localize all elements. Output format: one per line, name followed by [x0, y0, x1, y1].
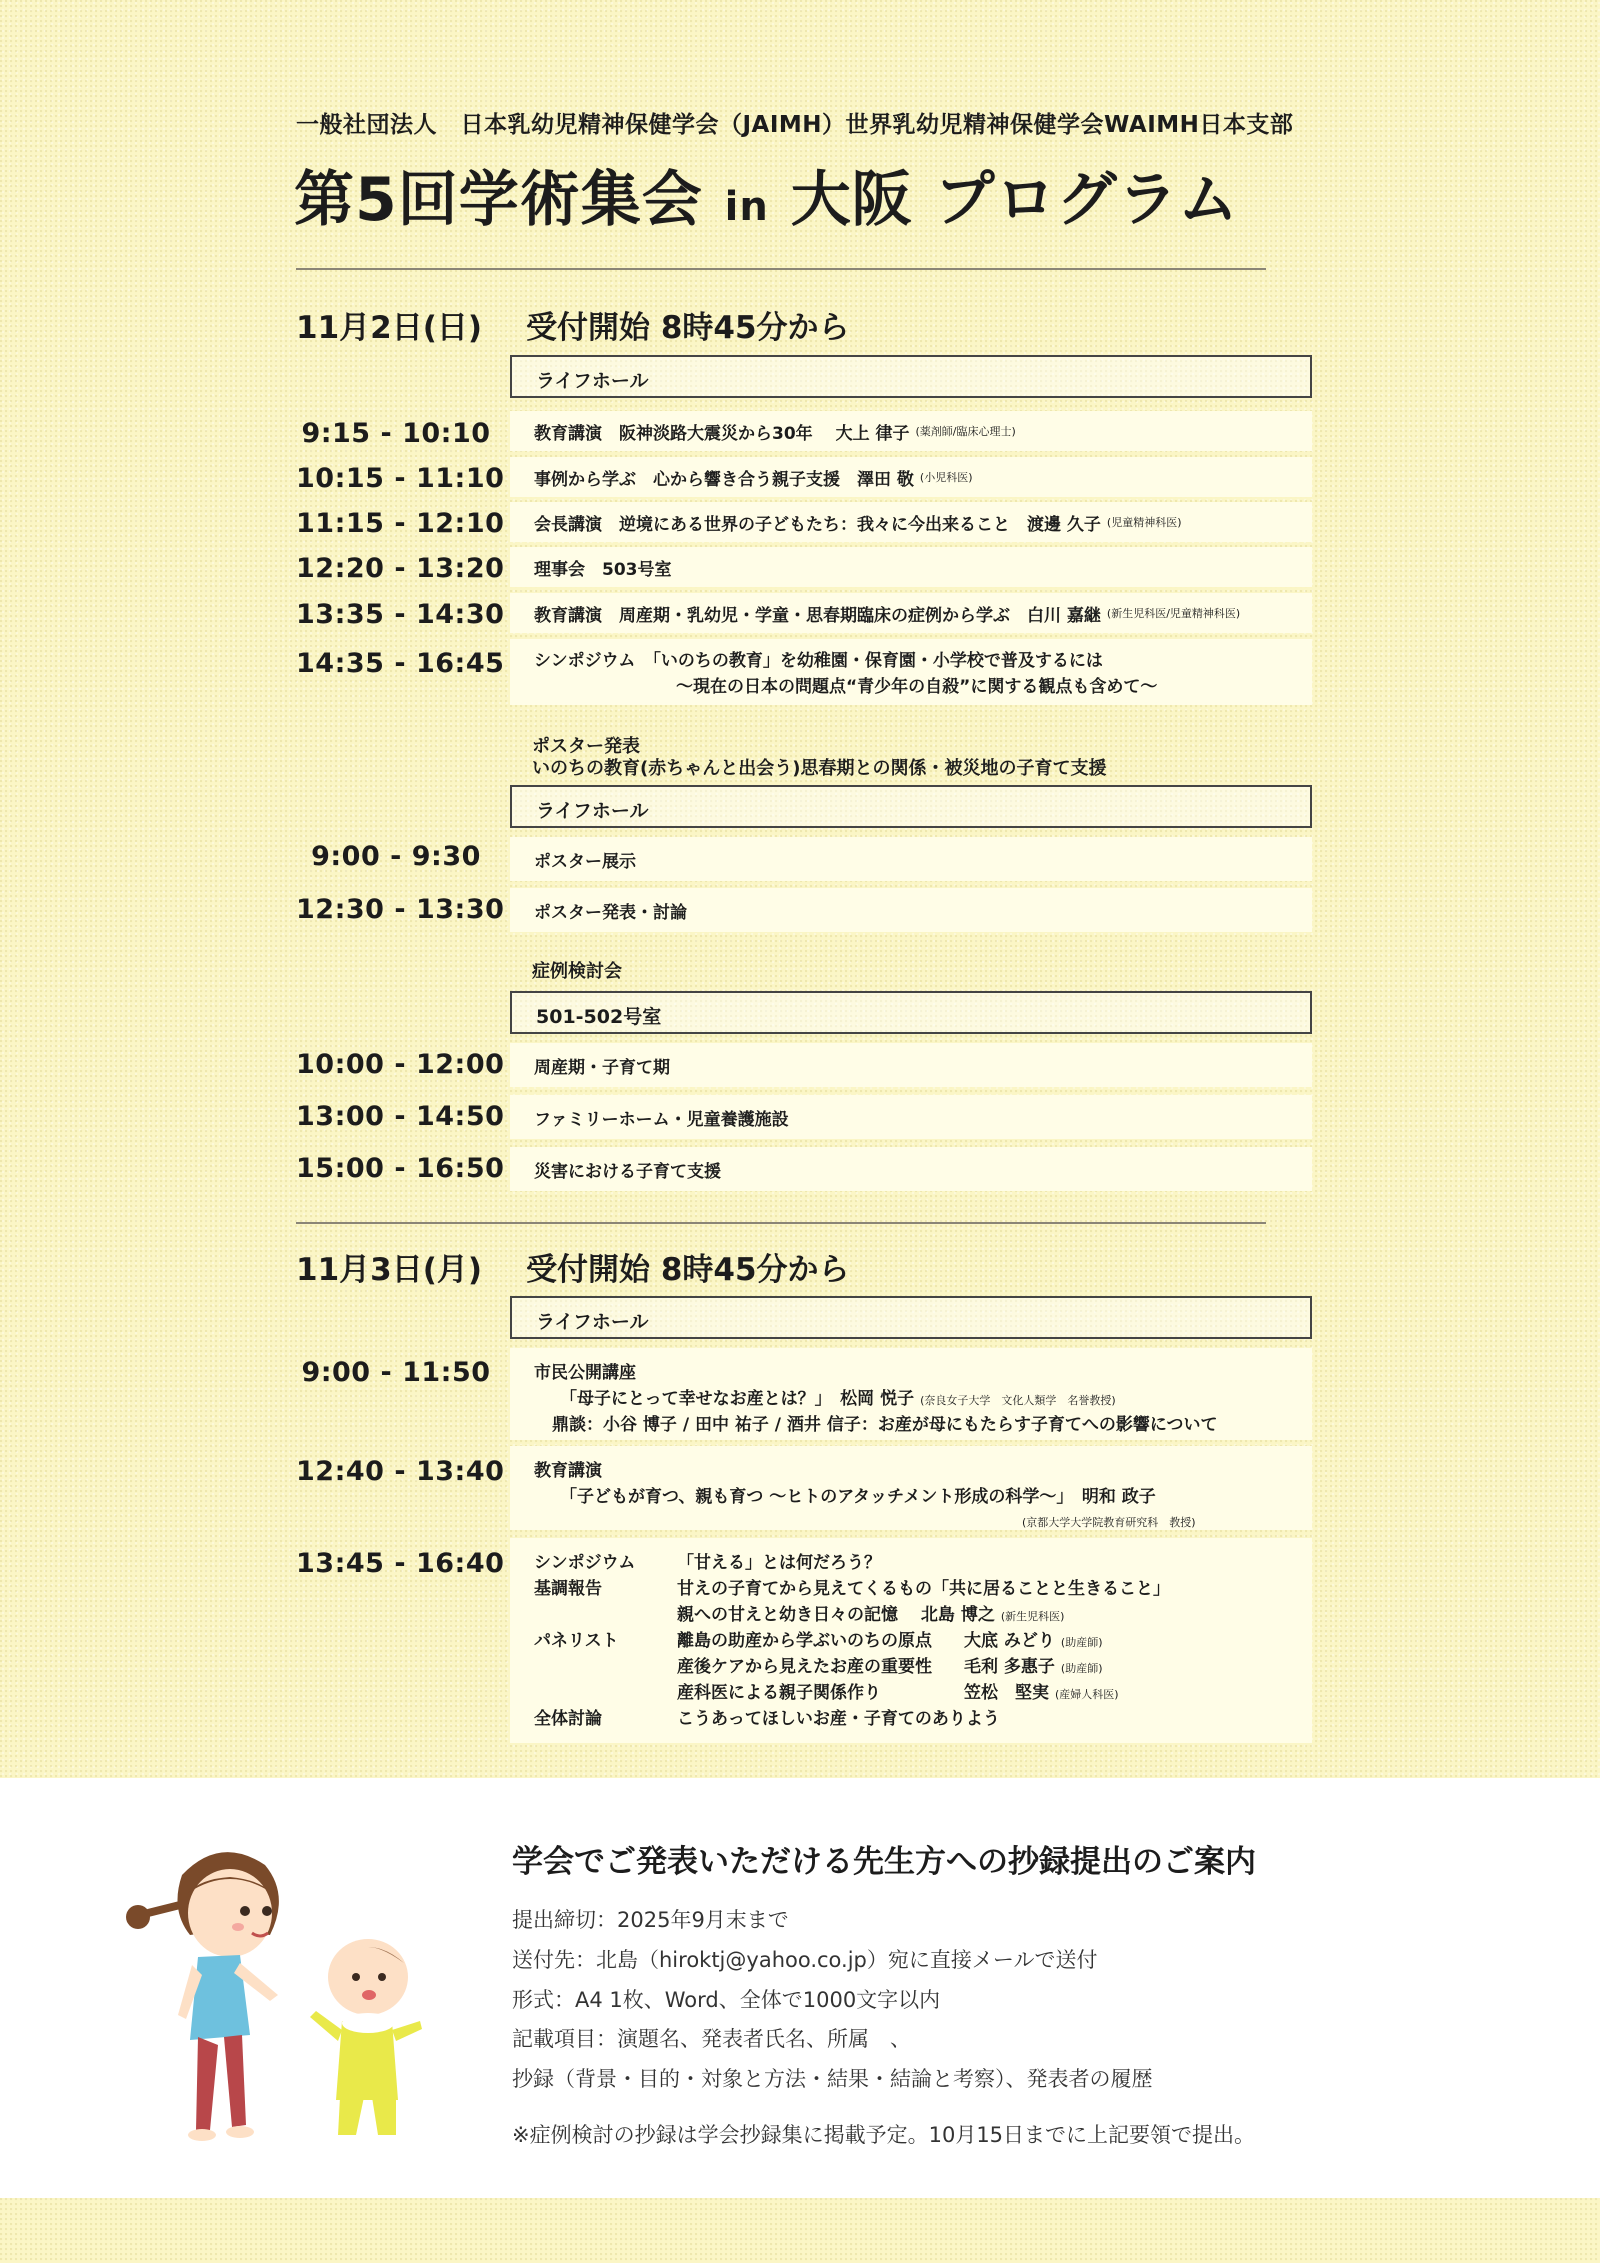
panel-title: 離島の助産から学ぶいのちの原点 — [677, 1631, 932, 1651]
discussion-text: こうあってほしいお産・子育てのありよう — [677, 1709, 1000, 1729]
session-row — [510, 1043, 1312, 1087]
session-time: 13:45 - 16:40 — [296, 1548, 505, 1579]
panel-title: 産科医による親子関係作り — [677, 1683, 881, 1703]
venue-poster: ライフホール — [510, 785, 1312, 828]
organizer-line: 一般社団法人 日本乳幼児精神保健学会（JAIMH）世界乳幼児精神保健学会WAIMH日本支部 — [296, 112, 1294, 138]
title-sub: 大阪 プログラム — [790, 165, 1240, 235]
session-text: 教育講演 周産期・乳幼児・学童・思春期臨床の症例から学ぶ 白川 嘉継 — [534, 605, 1101, 626]
symposium-title: シンポジウム 「いのちの教育」を幼稚園・保育園・小学校で普及するには — [534, 651, 1103, 671]
info-line: 形式：A4 1枚、Word、全体で1000文字以内 — [512, 1988, 941, 2012]
info-line: 抄録（背景・目的・対象と方法・結果・結論と考察）、発表者の履歴 — [512, 2067, 1153, 2091]
abstract-submission-title: 学会でご発表いただける先生方への抄録提出のご案内 — [512, 1844, 1256, 1880]
keynote-label: 基調報告 — [534, 1579, 602, 1599]
panel-title: 産後ケアから見えたお産の重要性 — [677, 1657, 932, 1677]
info-line: 記載項目：演題名、発表者氏名、所属 、 — [512, 2027, 911, 2051]
session-text: 「母子にとって幸せなお産とは？」 松岡 悦子 — [560, 1389, 915, 1409]
session-line — [534, 1628, 1312, 1654]
session-line — [534, 1576, 1312, 1602]
session-row — [510, 888, 1312, 932]
panel-speaker: 笠松 堅実 (産婦人科医) — [964, 1683, 1119, 1703]
session-row — [510, 1147, 1312, 1191]
session-time: 9:00 - 9:30 — [311, 841, 481, 872]
session-row — [510, 411, 1312, 451]
session-line — [534, 1680, 1312, 1706]
venue-life-hall-day2: ライフホール — [510, 1296, 1312, 1339]
session-note: (奈良女子大学 文化人類学 名誉教授) — [920, 1394, 1116, 1407]
symposium-label: シンポジウム — [534, 1553, 636, 1573]
session-time: 10:15 - 11:10 — [296, 463, 505, 494]
divider — [296, 1222, 1266, 1224]
session-text: 理事会 503号室 — [534, 559, 672, 580]
session-line — [534, 1654, 1312, 1680]
session-time: 13:00 - 14:50 — [296, 1101, 505, 1132]
session-row — [510, 1095, 1312, 1139]
session-block — [510, 1446, 1312, 1530]
session-time: 9:15 - 10:10 — [301, 418, 491, 449]
session-line — [534, 1550, 1312, 1576]
session-block — [510, 1348, 1312, 1440]
panel-label: パネリスト — [534, 1631, 619, 1651]
session-row — [510, 502, 1312, 542]
session-line — [534, 1386, 1312, 1412]
day2-heading — [296, 1244, 850, 1289]
session-time: 15:00 - 16:50 — [296, 1153, 505, 1184]
poster-label: ポスター発表 — [532, 736, 640, 757]
session-text: ファミリーホーム・児童養護施設 — [534, 1109, 789, 1130]
session-text: 事例から学ぶ 心から響き合う親子支援 澤田 敬 — [534, 469, 914, 490]
session-text: ポスター展示 — [534, 851, 636, 872]
venue-case: 501-502号室 — [510, 991, 1312, 1034]
baby-figure — [310, 1939, 422, 2135]
session-line — [534, 1706, 1312, 1732]
discussion-label: 全体討論 — [534, 1709, 602, 1729]
session-time: 12:40 - 13:40 — [296, 1456, 505, 1487]
session-note: (新生児科医/児童精神科医) — [1106, 607, 1241, 620]
session-row — [510, 639, 1312, 705]
title-main: 第5回学術集会 — [294, 165, 703, 235]
session-heading: 市民公開講座 — [534, 1363, 636, 1383]
panel-speaker: 毛利 多惠子 (助産師) — [964, 1657, 1103, 1677]
title-in: in — [724, 184, 769, 230]
session-time: 14:35 - 16:45 — [296, 648, 505, 679]
session-text: ポスター発表・討論 — [534, 902, 687, 923]
day2-registration: 受付開始 8時45分から — [526, 1252, 850, 1288]
session-time: 9:00 - 11:50 — [301, 1357, 491, 1388]
session-line — [534, 1602, 1312, 1628]
page-title — [294, 152, 1239, 238]
day2-date: 11月3日(月) — [296, 1252, 483, 1288]
session-time: 10:00 - 12:00 — [296, 1049, 505, 1080]
divider — [296, 268, 1266, 270]
keynote-speaker: 親への甘えと幼き日々の記憶 北島 博之 (新生児科医) — [677, 1605, 1065, 1625]
poster-subtitle: いのちの教育(赤ちゃんと出会う)思春期との関係・被災地の子育て支援 — [532, 758, 1107, 779]
session-line: 「子どもが育つ、親も育つ 〜ヒトのアタッチメント形成の科学〜」 明和 政子 — [560, 1487, 1156, 1507]
session-row — [510, 837, 1312, 881]
session-text: 周産期・子育て期 — [534, 1057, 670, 1078]
day1-registration: 受付開始 8時45分から — [526, 310, 850, 346]
session-note: (薬剤師/臨床心理士) — [915, 425, 1016, 438]
session-time: 13:35 - 14:30 — [296, 599, 505, 630]
session-row — [510, 547, 1312, 587]
info-line: 提出締切：2025年9月末まで — [512, 1908, 789, 1932]
session-time: 12:30 - 13:30 — [296, 894, 505, 925]
symposium-theme: 「甘える」とは何だろう？ — [677, 1553, 881, 1573]
session-note: (京都大学大学院教育研究科 教授) — [1022, 1516, 1196, 1529]
session-time: 12:20 - 13:20 — [296, 553, 505, 584]
session-line: 鼎談：小谷 博子 / 田中 祐子 / 酒井 信子：お産が母にもたらす子育てへの影響について — [552, 1415, 1218, 1435]
session-block — [510, 1538, 1312, 1743]
day1-date: 11月2日(日) — [296, 310, 483, 346]
session-text: 災害における子育て支援 — [534, 1161, 721, 1182]
girl-figure — [126, 1852, 279, 2141]
info-line: 送付先：北島（hiroktj@yahoo.co.jp）宛に直接メールで送付 — [512, 1948, 1098, 1972]
day1-heading — [296, 302, 850, 347]
symposium-subtitle: 〜現在の日本の問題点“青少年の自殺”に関する観点も含めて〜 — [676, 677, 1158, 697]
mother-and-baby-illustration — [120, 1835, 450, 2155]
case-label: 症例検討会 — [532, 961, 622, 982]
session-row — [510, 457, 1312, 497]
session-note: (小児科医) — [919, 471, 973, 484]
session-heading: 教育講演 — [534, 1461, 602, 1481]
keynote-title: 甘えの子育てから見えてくるもの「共に居ることと生きること」 — [677, 1579, 1170, 1599]
session-text: 会長講演 逆境にある世界の子どもたち：我々に今出来ること 渡邊 久子 — [534, 514, 1101, 535]
session-note: (児童精神科医) — [1106, 516, 1182, 529]
panel-speaker: 大底 みどり (助産師) — [964, 1631, 1103, 1651]
session-row — [510, 593, 1312, 633]
info-line: ※症例検討の抄録は学会抄録集に掲載予定。10月15日までに上記要領で提出。 — [512, 2123, 1256, 2147]
session-text: 教育講演 阪神淡路大震災から30年 大上 律子 — [534, 423, 910, 444]
session-time: 11:15 - 12:10 — [296, 508, 505, 539]
footer-band — [0, 2198, 1600, 2263]
session-line — [534, 1510, 1312, 1528]
venue-life-hall: ライフホール — [510, 355, 1312, 398]
